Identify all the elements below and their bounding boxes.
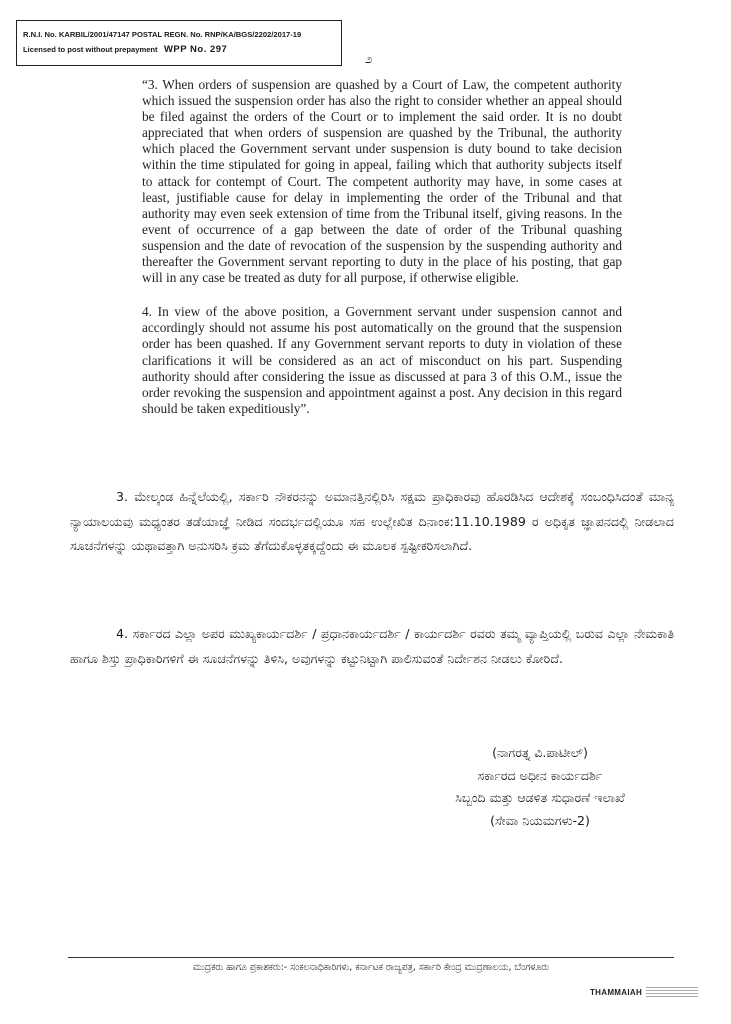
body-para-3: 3. ಮೇಲ್ಕಂಡ ಹಿನ್ನೆಲೆಯಲ್ಲಿ, ಸರ್ಕಾರಿ ನೌಕರನನ್ನು ಅಮಾನತ್ತಿನಲ್ಲಿರಿಸಿ ಸಕ್ಷಮ ಪ್ರಾಧಿಕಾರವು ಹೊರಡಿಸಿದ ಆದೇಶಕ್ಕೆ ಸಂಬಂಧಿಸಿದಂತೆ ಮಾನ್ಯ ನ್ಯಾಯಾಲಯವು ಮಧ್ಯಂತರ ತಡೆಯಾಜ್ಞೆ ನೀಡಿದ ಸಂದರ್ಭದಲ್ಲಿಯೂ ಸಹ ಉಲ್ಲೇಖಿತ ದಿನಾಂಕ:11.10.1989 ರ ಅಧಿಕೃತ ಜ್ಞಾಪನದಲ್ಲಿ ನೀಡಲಾದ ಸೂಚನೆಗಳನ್ನು ಯಥಾವತ್ತಾಗಿ ಅನುಸರಿಸಿ ಕ್ರಮ ತೆಗೆದುಕೊಳ್ಳತಕ್ಕದ್ದೆಂದು ಈ ಮೂಲಕ ಸ್ಪಷ್ಟೀಕರಿಸಲಾಗಿದೆ. bbox=[70, 489, 674, 553]
quoted-para-4: 4. In view of the above position, a Government servant under suspension cannot and accordingly should not assume his post automatically on the ground that the suspension order has been quashed. If any Government servant reports to duty in violation of these clarifications it will be considered as an act of misconduct on his part. Suspending authority should after considering the issue as discussed at para 3 of this O.M., issue the order revoking the suspension and appointment against a post. Any decision in this regard should be taken expeditiously”. bbox=[142, 304, 622, 416]
printer-publisher-line: ಮುದ್ರಕರು ಹಾಗೂ ಪ್ರಕಾಶಕರು:- ಸಂಕಲನಾಧಿಕಾರಿಗಳು, ಕರ್ನಾಟಕ ರಾಜ್ಯಪತ್ರ, ಸರ್ಕಾರಿ ಕೇಂದ್ರ ಮುದ್ರಣಾಲಯ, ಬೆಂಗಳೂರು bbox=[192, 962, 550, 973]
signatory-designation: ಸರ್ಕಾರದ ಅಧೀನ ಕಾರ್ಯದರ್ಶಿ bbox=[477, 767, 603, 783]
quoted-para-3: “3. When orders of suspension are quashed by a Court of Law, the competent authority which issued the suspension order has also the right to consider whether an appeal should be filed against the orders of the Court or to implement the said order. It is no doubt appreciated that when orders of suspension are quashed by the Tribunal, the authority which placed the Government servant under suspension is duty bound to take decision within the time stipulated for going in appeal, failing which that authority subjects itself to attack for contempt of Court. The competent authority may have, in some cases at least, justifiable cause for delay in implementing the order of the Tribunal and that authority may even seek extension of time from the Tribunal itself, giving reasons. In the event of occurrence of a gap between the date of order of the Tribunal quashing suspension and the date of revocation of the suspension by the suspending authority and thereafter the Government servant reporting to duty in the place of his posting, that gap will in any case be treated as duty for all purpose, if otherwise eligible. bbox=[142, 77, 622, 286]
registration-line: R.N.I. No. KARBIL/2001/47147 POSTAL REGN. No. RNP/KA/BGS/2202/2017-19 bbox=[23, 30, 302, 39]
signature-block bbox=[395, 742, 685, 832]
registration-box bbox=[16, 20, 342, 66]
quoted-office-memorandum bbox=[142, 77, 622, 417]
license-line bbox=[23, 42, 335, 57]
page-number: ೨ bbox=[365, 52, 373, 67]
stamp-fine-print bbox=[646, 987, 698, 1001]
body-section-4 bbox=[70, 622, 674, 671]
signatory-department: ಸಿಬ್ಬಂದಿ ಮತ್ತು ಆಡಳಿತ ಸುಧಾರಣೆ ಇಲಾಖೆ bbox=[455, 790, 625, 805]
body-para-4: 4. ಸರ್ಕಾರದ ಎಲ್ಲಾ ಅಪರ ಮುಖ್ಯಕಾರ್ಯದರ್ಶಿ / ಪ್ರಧಾನಕಾರ್ಯದರ್ಶಿ / ಕಾರ್ಯದರ್ಶಿ ರವರು ತಮ್ಮ ವ್ಯಾಪ್ತಿಯಲ್ಲಿ ಬರುವ ಎಲ್ಲಾ ನೇಮಕಾತಿ ಹಾಗೂ ಶಿಸ್ತು ಪ್ರಾಧಿಕಾರಿಗಳಿಗೆ ಈ ಸೂಚನೆಗಳನ್ನು ತಿಳಿಸಿ, ಅವುಗಳನ್ನು ಕಟ್ಟುನಿಟ್ಟಾಗಿ ಪಾಲಿಸುವಂತೆ ನಿರ್ದೇಶನ ನೀಡಲು ಕೋರಿದೆ. bbox=[70, 626, 674, 666]
signatory-section: (ಸೇವಾ ನಿಯಮಗಳು-2) bbox=[490, 812, 590, 828]
typist-stamp: THAMMAIAH bbox=[590, 988, 643, 997]
body-section-3 bbox=[70, 485, 674, 559]
footer-divider bbox=[68, 957, 674, 958]
signatory-name: (ನಾಗರತ್ನ ವಿ.ಪಾಟೀಲ್) bbox=[492, 745, 588, 760]
license-text: Licensed to post without prepayment bbox=[23, 45, 158, 54]
wpp-number: WPP No. 297 bbox=[163, 44, 228, 55]
